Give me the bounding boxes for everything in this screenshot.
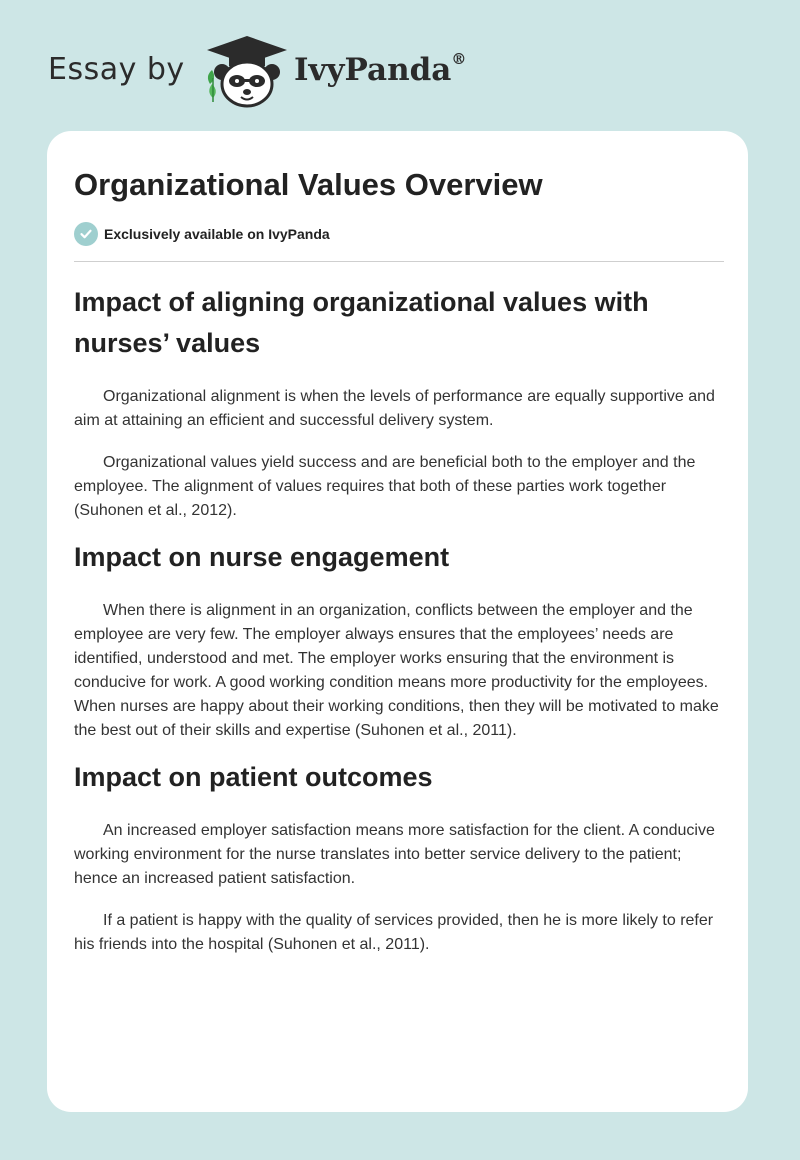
paragraph: Organizational values yield success and are beneficial both to the employer and the employee. The alignment of values requires that both of these parties work together (Suhonen et al., 2012).: [74, 454, 696, 519]
exclusive-badge-label: Exclusively available on IvyPanda: [104, 226, 330, 242]
article-card: [47, 131, 748, 1112]
paragraph: When there is alignment in an organization, conflicts between the employer and the employee are very few. The employer always ensures that the employees’ needs are identified, understood and met. The employer works ensuring that the environment is conducive for work. A good working condition means more productivity for the employees. When nurses are happy about their working conditions, then they will be motivated to make the best out of their skills and expertise (Suhonen et al., 2011).: [74, 602, 719, 739]
panda-logo-icon[interactable]: [203, 34, 291, 110]
essay-by-label: Essay by: [48, 52, 185, 87]
section-heading-alignment: Impact of aligning organizational values with nurses’ values: [74, 287, 649, 358]
page-title: Organizational Values Overview: [74, 167, 543, 202]
section-heading-engagement: Impact on nurse engagement: [74, 542, 450, 572]
brand-label: IvyPanda: [294, 52, 452, 88]
paragraph: Organizational alignment is when the levels of performance are equally supportive and aim at attaining an efficient and successful delivery system.: [74, 388, 715, 429]
paragraph: An increased employer satisfaction means more satisfaction for the client. A conducive working environment for the nurse translates into better service delivery to the patient; hence an increased patient satisfaction.: [74, 822, 715, 887]
divider: [74, 261, 724, 262]
article-content: [74, 131, 724, 957]
section-heading-patient-outcomes: Impact on patient outcomes: [74, 762, 433, 792]
check-circle-icon: [74, 222, 98, 246]
registered-mark: ®: [451, 50, 467, 68]
paragraph: If a patient is happy with the quality of services provided, then he is more likely to refer his friends into the hospital (Suhonen et al., 2011).: [74, 912, 714, 953]
brand-name[interactable]: [294, 52, 466, 88]
site-header: [48, 30, 508, 110]
exclusive-badge: [74, 221, 724, 247]
